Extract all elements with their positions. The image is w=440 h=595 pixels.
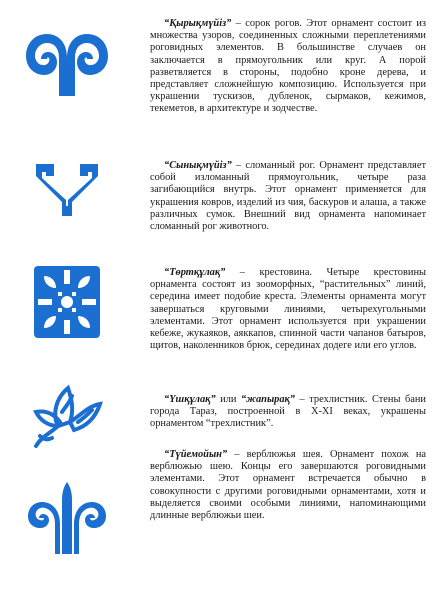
entry-text: – верблюжья шея. Орнамент похож на верблюжью шею. Концы его завершаются роговидными элементами. Этот орнамент встречается обычно в совокупности с другими роговидными орнаментами, хотя и выделяется своими особыми линиями, напоминающими длинные верблюжьи шеи.: [150, 449, 426, 522]
entry-tortkulak: [150, 267, 426, 352]
entry-kyrykmuyiz: [150, 18, 426, 116]
entry-text: – сорок рогов. Этот орнамент состоит из множества узоров, соединенных сложными переплетениями роговидных элементов. В большинстве случаев он заключается в прямоугольник или круг. А порой разветвляется в стороны, подобно кроне дерева, и представляет сложнейшую композицию. Используется при украшении тускизов, дубленок, сырмаков, кежимов, текеметов, в архитектуре и зодчестве.: [150, 18, 426, 115]
entry-text: – сломанный рог. Орнамент представляет собой изломанный прямоугольник, четыре раза загибающийся внутрь. Этот орнамент применяется для украшения ковров, изделий из чия, баскуров и алаша, а также различных сумок. Внешний вид орнамента напоминает сломанный рог животного.: [150, 160, 426, 233]
entry-tuyemoyyn: [150, 449, 426, 522]
entry-text: – крестовина. Четыре крестовины орнамента состоят из зооморфных, “растительных” линий, середина имеет подобие креста. Элементы орнамента могут завершаться круговыми линиями, четырехугольными элементами. Этот орнамент используется при украшении кебеже, жукаяков, аяккапов, спинной части чапанов батыров, щитов, наколенников брюк, серединах додеге или его углов.: [150, 267, 426, 352]
term-kyrykmuyiz: “Қырықмүйіз”: [164, 18, 232, 29]
term-zhapyrak: “жапырақ”: [241, 394, 296, 405]
broken-horn-ornament-icon: [22, 158, 112, 218]
term-synykmuyiz: “Сынықмүйіз”: [164, 160, 232, 171]
term-ushkulak: “Үшқұлақ”: [164, 394, 216, 405]
entry-synykmuyiz: [150, 160, 426, 233]
trefoil-ornament-icon: [22, 376, 112, 452]
cross-ornament-icon: [22, 262, 112, 342]
ram-horns-ornament-icon: [22, 28, 112, 98]
camel-neck-ornament-icon: [22, 480, 112, 556]
entry-text: – трехлистник. Стены бани города Тараз, построенной в X-XI веках, украшены орнаментом “трехлистник”.: [150, 394, 426, 430]
entry-ushkulak: [150, 394, 426, 431]
term-tortkulak: “Төртқұлақ”: [164, 267, 226, 278]
term-tuyemoyyn: “Түйемойын”: [164, 449, 228, 460]
entry-mid: или: [215, 394, 242, 405]
